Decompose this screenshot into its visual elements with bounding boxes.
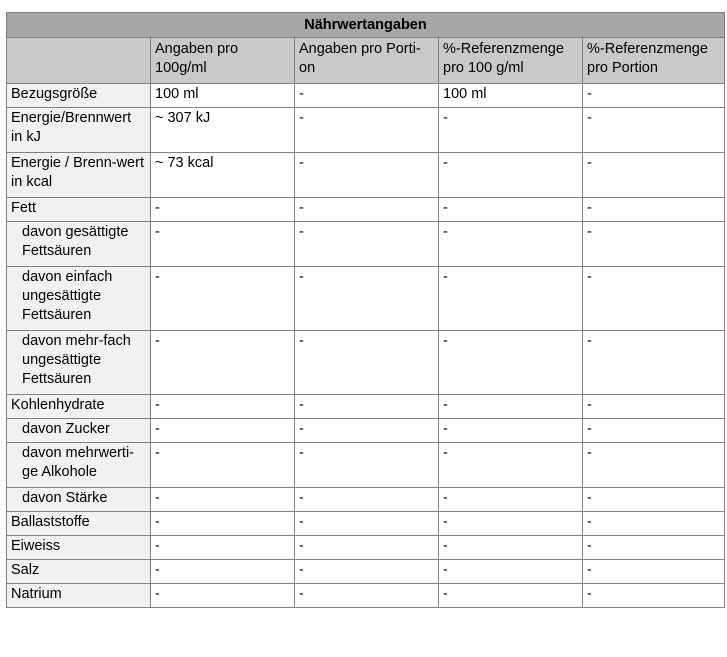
table-cell: -	[583, 395, 724, 418]
table-row	[7, 560, 724, 583]
table-cell: -	[295, 419, 438, 442]
row-label: Bezugsgröße	[7, 84, 150, 107]
table-cell: -	[295, 488, 438, 511]
table-cell: -	[583, 584, 724, 607]
table-cell: -	[151, 331, 294, 394]
table-cell: -	[439, 419, 582, 442]
row-label: davon Zucker	[7, 419, 150, 442]
table-cell: -	[151, 536, 294, 559]
table-row	[7, 222, 724, 266]
column-header: Angaben pro 100g/ml	[151, 38, 294, 83]
table-cell: -	[439, 512, 582, 535]
table-cell: -	[583, 560, 724, 583]
table-cell: -	[439, 198, 582, 221]
table-row	[7, 84, 724, 107]
table-cell: -	[295, 512, 438, 535]
table-row	[7, 395, 724, 418]
table-cell: -	[295, 84, 438, 107]
table-cell: -	[583, 512, 724, 535]
table-cell: -	[295, 331, 438, 394]
table-cell: -	[295, 536, 438, 559]
table-cell: -	[151, 419, 294, 442]
table-cell: -	[295, 222, 438, 266]
table-row	[7, 536, 724, 559]
table-cell: -	[151, 222, 294, 266]
table-cell: -	[295, 560, 438, 583]
table-cell: -	[151, 198, 294, 221]
table-cell: -	[151, 443, 294, 487]
row-label: Energie/Brennwert in kJ	[7, 108, 150, 152]
row-label: Ballaststoffe	[7, 512, 150, 535]
table-cell: -	[439, 443, 582, 487]
table-cell: -	[439, 584, 582, 607]
table-cell: -	[151, 512, 294, 535]
table-cell: -	[151, 395, 294, 418]
table-row	[7, 153, 724, 197]
header-row	[7, 38, 724, 83]
table-cell: -	[439, 267, 582, 330]
table-cell: -	[439, 536, 582, 559]
row-label: Eiweiss	[7, 536, 150, 559]
table-cell: -	[583, 267, 724, 330]
row-label: davon gesättigte Fettsäuren	[7, 222, 150, 266]
table-cell: -	[295, 267, 438, 330]
table-row	[7, 331, 724, 394]
table-row	[7, 198, 724, 221]
table-title: Nährwertangaben	[7, 13, 724, 37]
table-cell: -	[295, 198, 438, 221]
table-row	[7, 488, 724, 511]
row-label: Salz	[7, 560, 150, 583]
table-cell: ~ 73 kcal	[151, 153, 294, 197]
table-row	[7, 419, 724, 442]
table-cell: -	[583, 84, 724, 107]
table-cell: -	[439, 108, 582, 152]
table-cell: -	[439, 331, 582, 394]
table-cell: ~ 307 kJ	[151, 108, 294, 152]
table-cell: -	[151, 488, 294, 511]
table-cell: -	[583, 108, 724, 152]
table-cell: 100 ml	[151, 84, 294, 107]
row-label: davon mehrwerti-ge Alkohole	[7, 443, 150, 487]
table-row	[7, 267, 724, 330]
column-header: %-Referenzmenge pro 100 g/ml	[439, 38, 582, 83]
table-cell: -	[583, 222, 724, 266]
table-cell: -	[151, 267, 294, 330]
table-row	[7, 108, 724, 152]
column-header: %-Referenzmenge pro Portion	[583, 38, 724, 83]
table-cell: -	[583, 153, 724, 197]
row-label: davon einfach ungesättigte Fettsäuren	[7, 267, 150, 330]
table-cell: -	[439, 560, 582, 583]
table-cell: -	[583, 488, 724, 511]
table-cell: -	[439, 395, 582, 418]
row-label: davon mehr-fach ungesättigte Fettsäuren	[7, 331, 150, 394]
table-cell: -	[583, 536, 724, 559]
row-label: davon Stärke	[7, 488, 150, 511]
table-row	[7, 443, 724, 487]
table-cell: -	[295, 443, 438, 487]
table-cell: -	[151, 560, 294, 583]
table-cell: -	[295, 395, 438, 418]
table-cell: -	[439, 488, 582, 511]
row-label: Natrium	[7, 584, 150, 607]
table-row	[7, 512, 724, 535]
table-cell: -	[295, 584, 438, 607]
table-cell: -	[439, 153, 582, 197]
column-header	[7, 38, 150, 83]
row-label: Fett	[7, 198, 150, 221]
column-header: Angaben pro Porti-on	[295, 38, 438, 83]
table-row	[7, 584, 724, 607]
table-cell: -	[295, 108, 438, 152]
row-label: Energie / Brenn-wert in kcal	[7, 153, 150, 197]
table-cell: -	[151, 584, 294, 607]
row-label: Kohlenhydrate	[7, 395, 150, 418]
table-cell: 100 ml	[439, 84, 582, 107]
table-cell: -	[295, 153, 438, 197]
table-cell: -	[583, 419, 724, 442]
table-cell: -	[439, 222, 582, 266]
nutrition-table	[6, 12, 725, 608]
table-cell: -	[583, 331, 724, 394]
table-cell: -	[583, 443, 724, 487]
table-cell: -	[583, 198, 724, 221]
